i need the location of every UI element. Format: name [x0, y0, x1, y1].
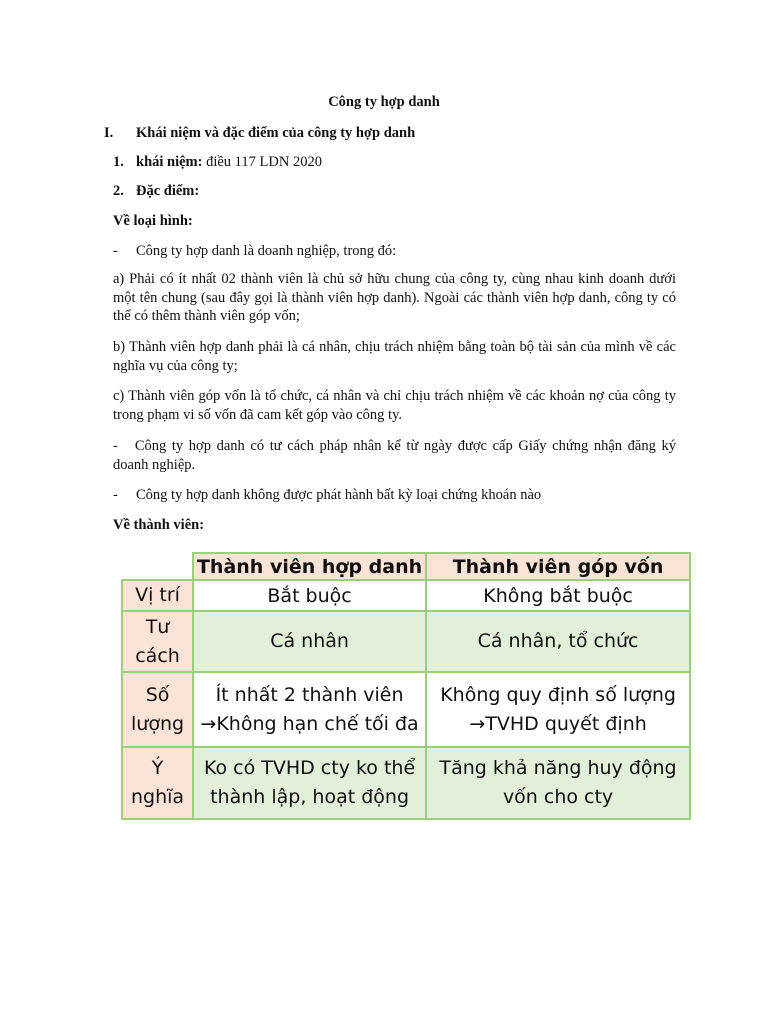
table-corner [122, 553, 193, 580]
table-row-label: Vị trí [122, 580, 193, 611]
bullet-item [113, 437, 676, 474]
list-item-label: Đặc điểm: [136, 183, 200, 199]
table-row [122, 672, 690, 747]
table-row-label: Số lượng [122, 672, 193, 747]
table-cell: Không quy định số lượng →TVHD quyết định [426, 672, 690, 747]
list-item-text: điều 117 LDN 2020 [202, 154, 322, 170]
bullet-text: Công ty hợp danh có tư cách pháp nhân kể từ ngày được cấp Giấy chứng nhận đăng ký doanh nghiệp. [113, 438, 676, 473]
table-header-row [122, 553, 690, 580]
table-row [122, 580, 690, 611]
table-cell: Cá nhân, tổ chức [426, 611, 690, 672]
section-numeral: I. [104, 125, 114, 141]
list-item-content [136, 153, 322, 171]
member-heading: Về thành viên: [113, 517, 205, 533]
type-heading: Về loại hình: [113, 213, 193, 229]
table-header-cell: Thành viên hợp danh [193, 553, 426, 580]
table-cell: Ko có TVHD cty ko thể thành lập, hoạt động [193, 747, 426, 819]
table-row [122, 611, 690, 672]
section-title: Khái niệm và đặc điểm của công ty hợp danh [136, 125, 416, 141]
list-item-label: khái niệm: [136, 154, 203, 170]
table-header-cell: Thành viên góp vốn [426, 553, 690, 580]
bullet-dash: - [113, 243, 118, 259]
members-table [121, 552, 691, 820]
table-cell: Cá nhân [193, 611, 426, 672]
table-cell: Không bắt buộc [426, 580, 690, 611]
table-row-label: Ý nghĩa [122, 747, 193, 819]
table-cell: Bắt buộc [193, 580, 426, 611]
bullet-text: Công ty hợp danh là doanh nghiệp, trong đó: [136, 243, 397, 259]
paragraph-c: c) Thành viên góp vốn là tổ chức, cá nhân và chỉ chịu trách nhiệm về các khoản nợ của công ty trong phạm vi số vốn đã cam kết góp vào công ty. [113, 388, 676, 423]
bullet-text: Công ty hợp danh không được phát hành bất kỳ loại chứng khoán nào [136, 487, 542, 503]
table-row [122, 747, 690, 819]
document-title: Công ty hợp danh [328, 94, 440, 110]
paragraph-a: a) Phải có ít nhất 02 thành viên là chủ sở hữu chung của công ty, cùng nhau kinh doanh dưới một tên chung (sau đây gọi là thành viên hợp danh). Ngoài các thành viên hợp danh, công ty có thể có thêm thành viên góp vốn; [113, 271, 676, 324]
list-item-number: 2. [113, 183, 124, 199]
paragraph-b: b) Thành viên hợp danh phải là cá nhân, chịu trách nhiệm bằng toàn bộ tài sản của mình về các nghĩa vụ của công ty; [113, 339, 676, 374]
bullet-dash: - [113, 487, 118, 503]
table-cell: Ít nhất 2 thành viên →Không hạn chế tối đa [193, 672, 426, 747]
bullet-dash: - [113, 438, 118, 454]
table-cell: Tăng khả năng huy động vốn cho cty [426, 747, 690, 819]
table-row-label: Tư cách [122, 611, 193, 672]
list-item-number: 1. [113, 154, 124, 170]
